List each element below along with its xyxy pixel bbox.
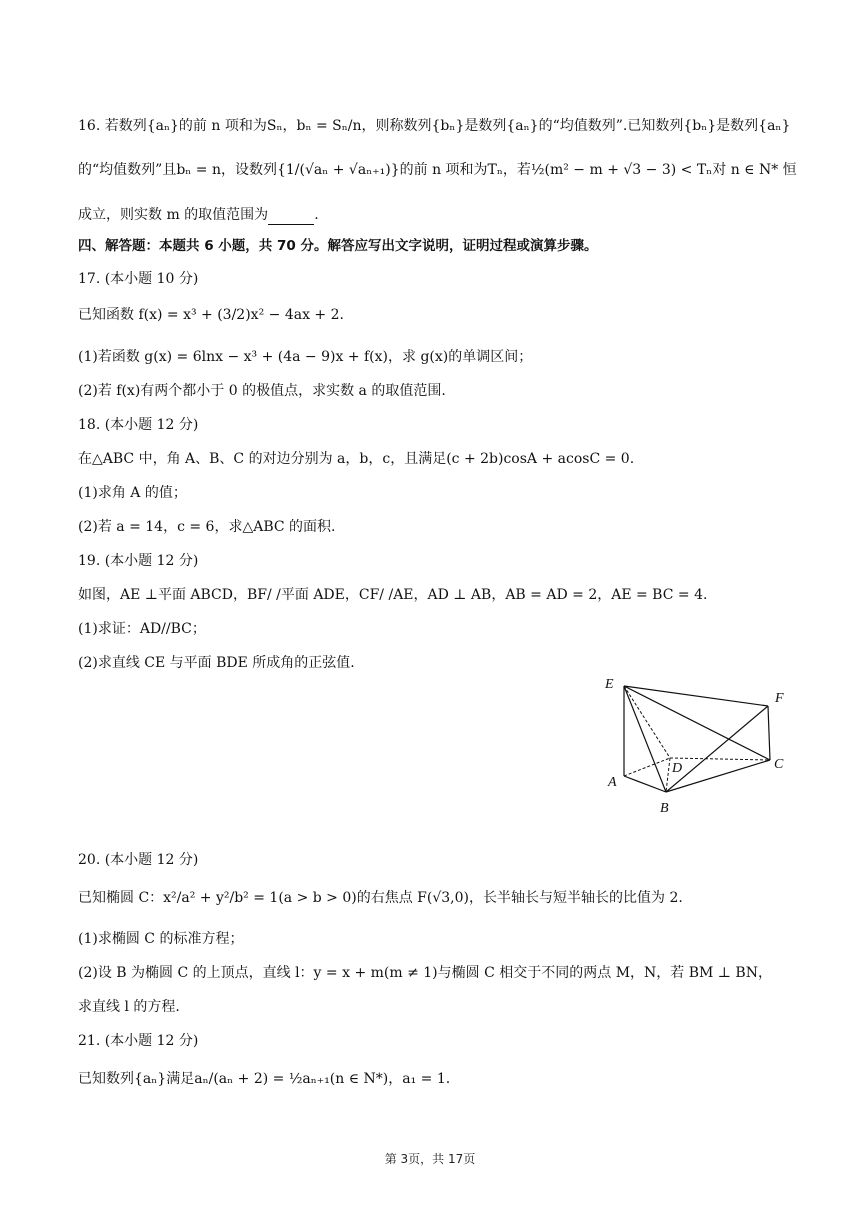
- text-line-q17-head: 17. (本小题 10 分): [78, 271, 199, 287]
- text-line-q17-stem: 已知函数 f(x) = x³ + (3/2)x² − 4ax + 2.: [78, 307, 344, 323]
- edge-ED: [624, 686, 670, 758]
- label-C: C: [774, 757, 784, 772]
- text-line-q16-l1: 16. 若数列{aₙ}的前 n 项和为Sₙ，bₙ = Sₙ/n，则称数列{bₙ}是数列{aₙ}的“均值数列”.已知数列{bₙ}是数列{aₙ}: [78, 118, 791, 134]
- text-line-q21-head: 21. (本小题 12 分): [78, 1033, 199, 1049]
- edge-DB: [666, 758, 670, 792]
- page-footer: 第 3页，共 17页: [384, 1152, 476, 1166]
- text-line-q20-p2: (2)设 B 为椭圆 C 的上顶点，直线 l：y = x + m(m ≠ 1)与椭圆 C 相交于不同的两点 M，N，若 BM ⊥ BN，: [78, 965, 772, 981]
- text-line-q19-stem: 如图，AE ⊥平面 ABCD，BF/ /平面 ADE，CF/ /AE，AD ⊥ AB，AB = AD = 2，AE = BC = 4.: [78, 587, 708, 603]
- text-line-q20-p1: (1)求椭圆 C 的标准方程；: [78, 931, 244, 947]
- text-line-q20-p2b: 求直线 l 的方程.: [78, 999, 180, 1015]
- text-line-q16-l3: 成立，则实数 m 的取值范围为 .: [78, 207, 319, 223]
- edge-EB: [624, 686, 666, 792]
- edge-AB: [624, 776, 666, 792]
- text-line-q20-stem: 已知椭圆 C：x²/a² + y²/b² = 1(a > b > 0)的右焦点 F(√3,0)，长半轴长与短半轴长的比值为 2.: [78, 890, 683, 906]
- edge-EF: [624, 686, 768, 706]
- edge-DC: [670, 758, 770, 760]
- text-line-q19-p1: (1)求证：AD//BC；: [78, 621, 206, 637]
- text-line-q18-stem: 在△ABC 中，角 A、B、C 的对边分别为 a，b，c，且满足(c + 2b)cosA + acosC = 0.: [78, 451, 635, 467]
- text-line-q21-stem: 已知数列{aₙ}满足aₙ/(aₙ + 2) = ½aₙ₊₁(n ∈ N*)，a₁ = 1.: [78, 1071, 451, 1087]
- edge-FC: [768, 706, 770, 760]
- text-line-q18-head: 18. (本小题 12 分): [78, 417, 199, 433]
- text-line-q20-head: 20. (本小题 12 分): [78, 852, 199, 868]
- label-D: D: [672, 761, 683, 776]
- label-B: B: [660, 801, 669, 816]
- text-line-q16-l2: 的“均值数列”且bₙ = n，设数列{1/(√aₙ + √aₙ₊₁)}的前 n 项和为Tₙ，若½(m² − m + √3 − 3) < Tₙ对 n ∈ N* 恒: [78, 162, 797, 178]
- text-line-sec4: 四、解答题：本题共 6 小题，共 70 分。解答应写出文字说明，证明过程或演算步骤。: [78, 238, 598, 254]
- edge-AD: [624, 758, 670, 776]
- q16-end-punct: .: [314, 207, 319, 223]
- answer-blank[interactable]: [268, 210, 314, 225]
- label-F: F: [775, 691, 784, 706]
- edge-BF: [666, 706, 768, 792]
- text-line-q18-p2: (2)若 a = 14，c = 6，求△ABC 的面积.: [78, 519, 336, 535]
- text-line-q17-p1: (1)若函数 g(x) = 6lnx − x³ + (4a − 9)x + f(x)，求 g(x)的单调区间；: [78, 349, 533, 365]
- label-E: E: [605, 677, 614, 692]
- text-line-q17-p2: (2)若 f(x)有两个都小于 0 的极值点，求实数 a 的取值范围.: [78, 383, 446, 399]
- text-line-q19-head: 19. (本小题 12 分): [78, 553, 199, 569]
- label-A: A: [608, 775, 617, 790]
- text-line-q18-p1: (1)求角 A 的值；: [78, 485, 187, 501]
- geometry-figure: [600, 672, 800, 822]
- text-line-q19-p2: (2)求直线 CE 与平面 BDE 所成角的正弦值.: [78, 655, 355, 671]
